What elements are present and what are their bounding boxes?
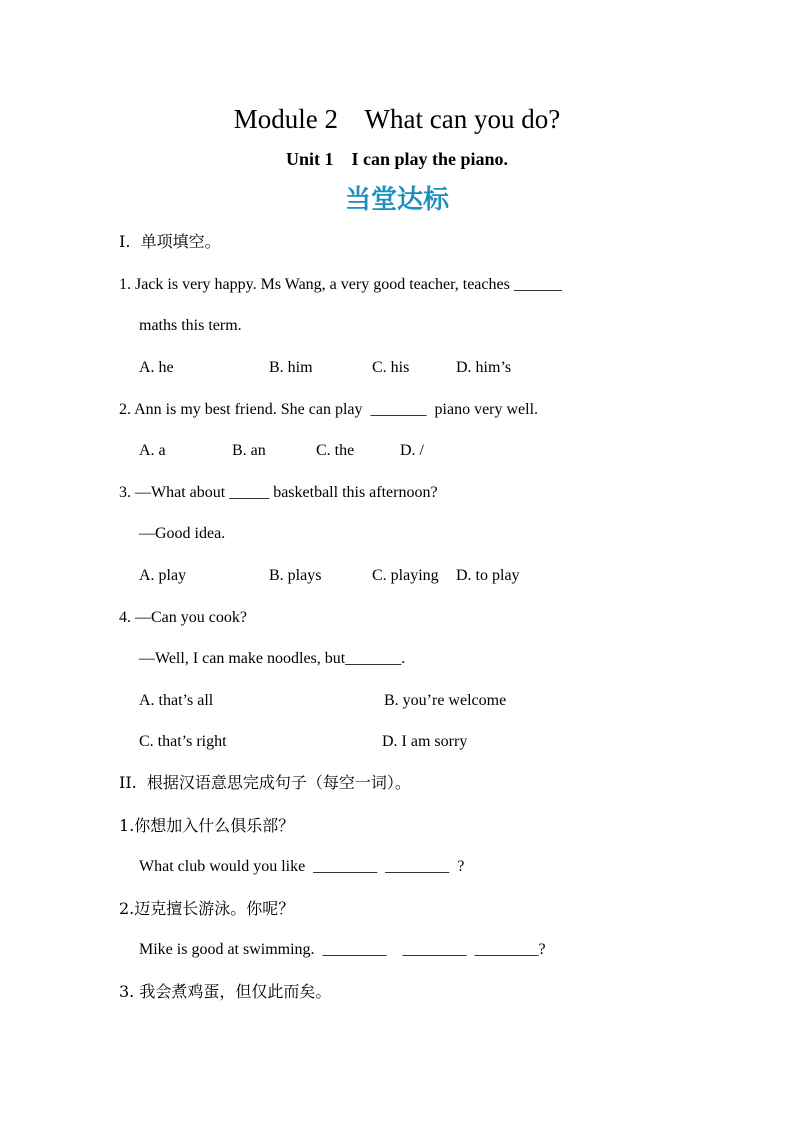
sentence-3-chinese: 3. 我会煮鸡蛋，但仅此而矣。	[119, 982, 332, 1001]
section-2-heading: II. 根据汉语意思完成句子（每空一词）。	[119, 773, 411, 792]
question-4-option-c: C. that’s right	[139, 733, 227, 750]
question-3-option-b: B. plays	[269, 567, 322, 584]
question-2-option-a: A. a	[139, 442, 166, 459]
question-2-option-c: C. the	[316, 442, 355, 459]
sentence-1-chinese: 1.你想加入什么俱乐部？	[119, 816, 295, 835]
question-4-line-2: —Well, I can make noodles, but_______.	[139, 650, 406, 667]
sentence-2-chinese: 2.迈克擅长游泳。你呢？	[119, 899, 295, 918]
section-1-heading: I. 单项填空。	[119, 232, 221, 251]
question-3-option-c: C. playing	[372, 567, 439, 584]
question-3-option-a: A. play	[139, 567, 187, 584]
unit-title: Unit 1 I can play the piano.	[285, 149, 509, 169]
question-2-option-b: B. an	[232, 442, 266, 459]
module-title: Module 2 What can you do?	[233, 104, 561, 134]
question-3-line-1: 3. —What about _____ basketball this afternoon?	[119, 484, 438, 501]
question-3-option-d: D. to play	[456, 567, 520, 584]
question-2-option-d: D. /	[400, 442, 424, 459]
section-banner: 当堂达标	[344, 185, 449, 215]
question-1-line-1: 1. Jack is very happy. Ms Wang, a very good teacher, teaches ______	[119, 276, 562, 293]
question-4-option-d: D. I am sorry	[382, 733, 468, 750]
question-2-line-1: 2. Ann is my best friend. She can play _______ piano very well.	[119, 401, 539, 418]
sentence-1-english: What club would you like ________ ________ ?	[139, 858, 465, 875]
question-1-option-d: D. him’s	[456, 359, 512, 376]
question-4-option-a: A. that’s all	[139, 692, 214, 709]
question-1-option-b: B. him	[269, 359, 313, 376]
question-1-line-2: maths this term.	[139, 317, 242, 334]
question-1-option-c: C. his	[372, 359, 410, 376]
question-3-line-2: —Good idea.	[139, 525, 226, 542]
sentence-2-english: Mike is good at swimming. ________ ________ ________?	[139, 941, 546, 958]
question-1-option-a: A. he	[139, 359, 174, 376]
question-4-option-b: B. you’re welcome	[384, 692, 507, 709]
question-4-line-1: 4. —Can you cook?	[119, 609, 247, 626]
